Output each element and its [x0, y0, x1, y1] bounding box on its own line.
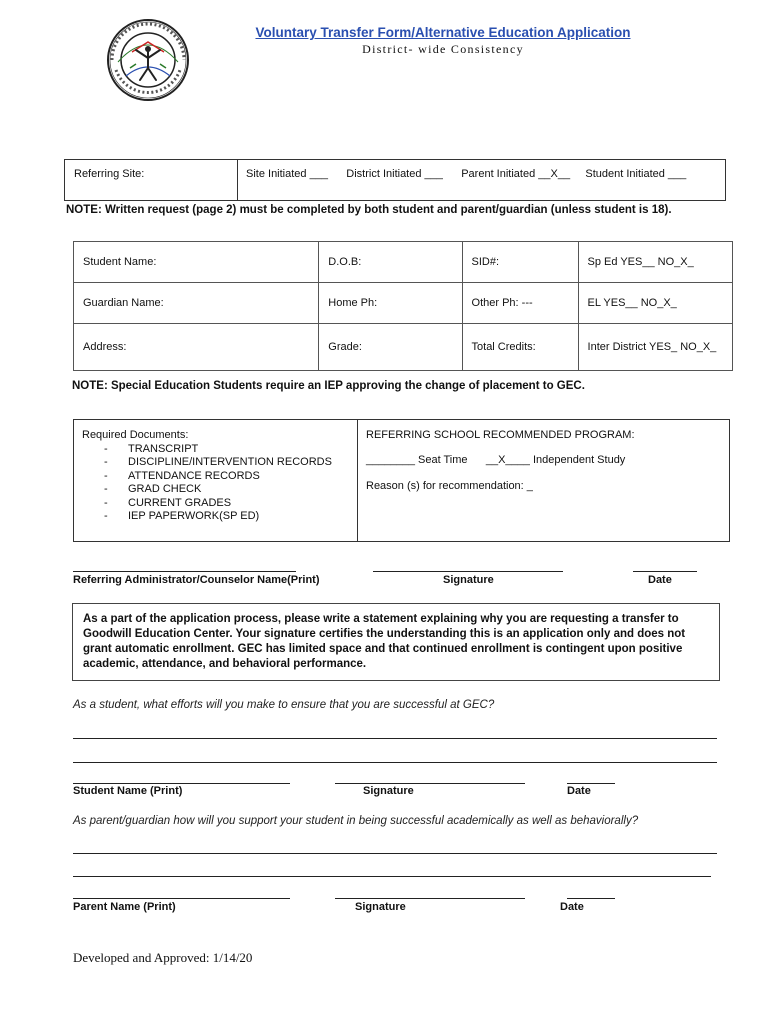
document-item: [104, 483, 332, 496]
document-item-label: GRAD CHECK: [128, 483, 202, 496]
document-item: [104, 443, 332, 456]
admin-date-line[interactable]: [633, 571, 697, 572]
info-row: [74, 324, 733, 371]
note-written-request: NOTE: Written request (page 2) must be completed by both student and parent/guardian (unless student is 18).: [66, 204, 672, 216]
student-signature-label: Signature: [363, 785, 414, 797]
admin-signature-label: Signature: [443, 574, 494, 586]
document-item-label: TRANSCRIPT: [128, 443, 199, 455]
student-question: As a student, what efforts will you make to ensure that you are successful at GEC?: [73, 699, 495, 711]
note-special-education: NOTE: Special Education Students require an IEP approving the change of placement to GEC.: [72, 380, 585, 392]
bullet-dash: -: [104, 496, 108, 509]
info-cell[interactable]: Grade:: [319, 324, 462, 371]
info-row: [74, 242, 733, 283]
student-date-label: Date: [567, 785, 591, 797]
form-title: Voluntary Transfer Form/Alternative Education Application: [255, 25, 631, 40]
footer-approval: Developed and Approved: 1/14/20: [73, 950, 253, 965]
student-date-line[interactable]: [567, 783, 615, 784]
bullet-dash: -: [104, 443, 108, 455]
student-answer-line-1[interactable]: [73, 738, 717, 739]
info-cell[interactable]: Sp Ed YES__ NO_X_: [578, 242, 732, 283]
student-answer-line-2[interactable]: [73, 762, 717, 763]
admin-name-line[interactable]: [73, 571, 296, 572]
document-item-label: CURRENT GRADES: [128, 496, 232, 509]
parent-date-label: Date: [560, 901, 584, 913]
referring-options[interactable]: Site Initiated ___ District Initiated ___ Parent Initiated __X__ Student Initiated ___: [246, 168, 687, 180]
parent-name-label: Parent Name (Print): [73, 901, 176, 913]
document-item: [104, 456, 332, 469]
admin-name-label: Referring Administrator/Counselor Name(Print): [73, 574, 320, 586]
parent-signature-label: Signature: [355, 901, 406, 913]
referring-site-box: [64, 159, 726, 201]
bullet-dash: -: [104, 456, 108, 469]
required-documents-heading: Required Documents:: [82, 429, 189, 441]
documents-divider: [357, 420, 358, 541]
info-row: [74, 283, 733, 324]
bullet-dash: -: [104, 483, 108, 496]
info-cell[interactable]: Student Name:: [74, 242, 319, 283]
document-item-label: IEP PAPERWORK(SP ED): [128, 510, 260, 523]
document-item: [104, 510, 332, 523]
parent-answer-line-1[interactable]: [73, 853, 717, 854]
document-item: [104, 470, 332, 483]
student-signature-line[interactable]: [335, 783, 525, 784]
bullet-dash: -: [104, 469, 108, 482]
info-cell[interactable]: Total Credits:: [462, 324, 578, 371]
program-options[interactable]: ________ Seat Time __X____ Independent Study: [366, 454, 626, 466]
parent-answer-line-2[interactable]: [73, 876, 711, 877]
info-cell[interactable]: Home Ph:: [319, 283, 462, 324]
referring-divider: [237, 160, 238, 200]
document-item-label: ATTENDANCE RECORDS: [128, 469, 260, 482]
document-item-label: DISCIPLINE/INTERVENTION RECORDS: [128, 456, 332, 469]
statement-box: As a part of the application process, please write a statement explaining why you are requesting a transfer to Goodwill Education Center. Your signature certifies the understanding this is an application only and does not grant automatic enrollment. GEC has limited space and that continued enrollment is contingent upon positive academic, attendance, and behavioral performance.: [72, 603, 720, 681]
student-name-label: Student Name (Print): [73, 785, 183, 797]
admin-signature-line[interactable]: [373, 571, 563, 572]
student-name-line[interactable]: [73, 783, 290, 784]
documents-program-box: [73, 419, 730, 542]
info-cell[interactable]: Other Ph: ---: [462, 283, 578, 324]
info-cell[interactable]: EL YES__ NO_X_: [578, 283, 732, 324]
info-cell[interactable]: Address:: [74, 324, 319, 371]
recommended-program-heading: REFERRING SCHOOL RECOMMENDED PROGRAM:: [366, 429, 635, 441]
info-cell[interactable]: SID#:: [462, 242, 578, 283]
info-cell[interactable]: Guardian Name:: [74, 283, 319, 324]
info-cell[interactable]: Inter District YES_ NO_X_: [578, 324, 732, 371]
form-subtitle: District- wide Consistency: [362, 42, 524, 56]
parent-signature-line[interactable]: [335, 898, 525, 899]
recommendation-reason[interactable]: Reason (s) for recommendation: _: [366, 480, 533, 492]
admin-date-label: Date: [648, 574, 672, 586]
student-info-table: [73, 241, 733, 371]
info-cell[interactable]: D.O.B:: [319, 242, 462, 283]
parent-name-line[interactable]: [73, 898, 290, 899]
document-item: [104, 497, 332, 510]
required-documents-list: [104, 443, 332, 523]
parent-question: As parent/guardian how will you support your student in being successful academically as well as behaviorally?: [73, 815, 639, 827]
bullet-dash: -: [104, 510, 108, 523]
referring-site-label: Referring Site:: [74, 168, 145, 180]
parent-date-line[interactable]: [567, 898, 615, 899]
